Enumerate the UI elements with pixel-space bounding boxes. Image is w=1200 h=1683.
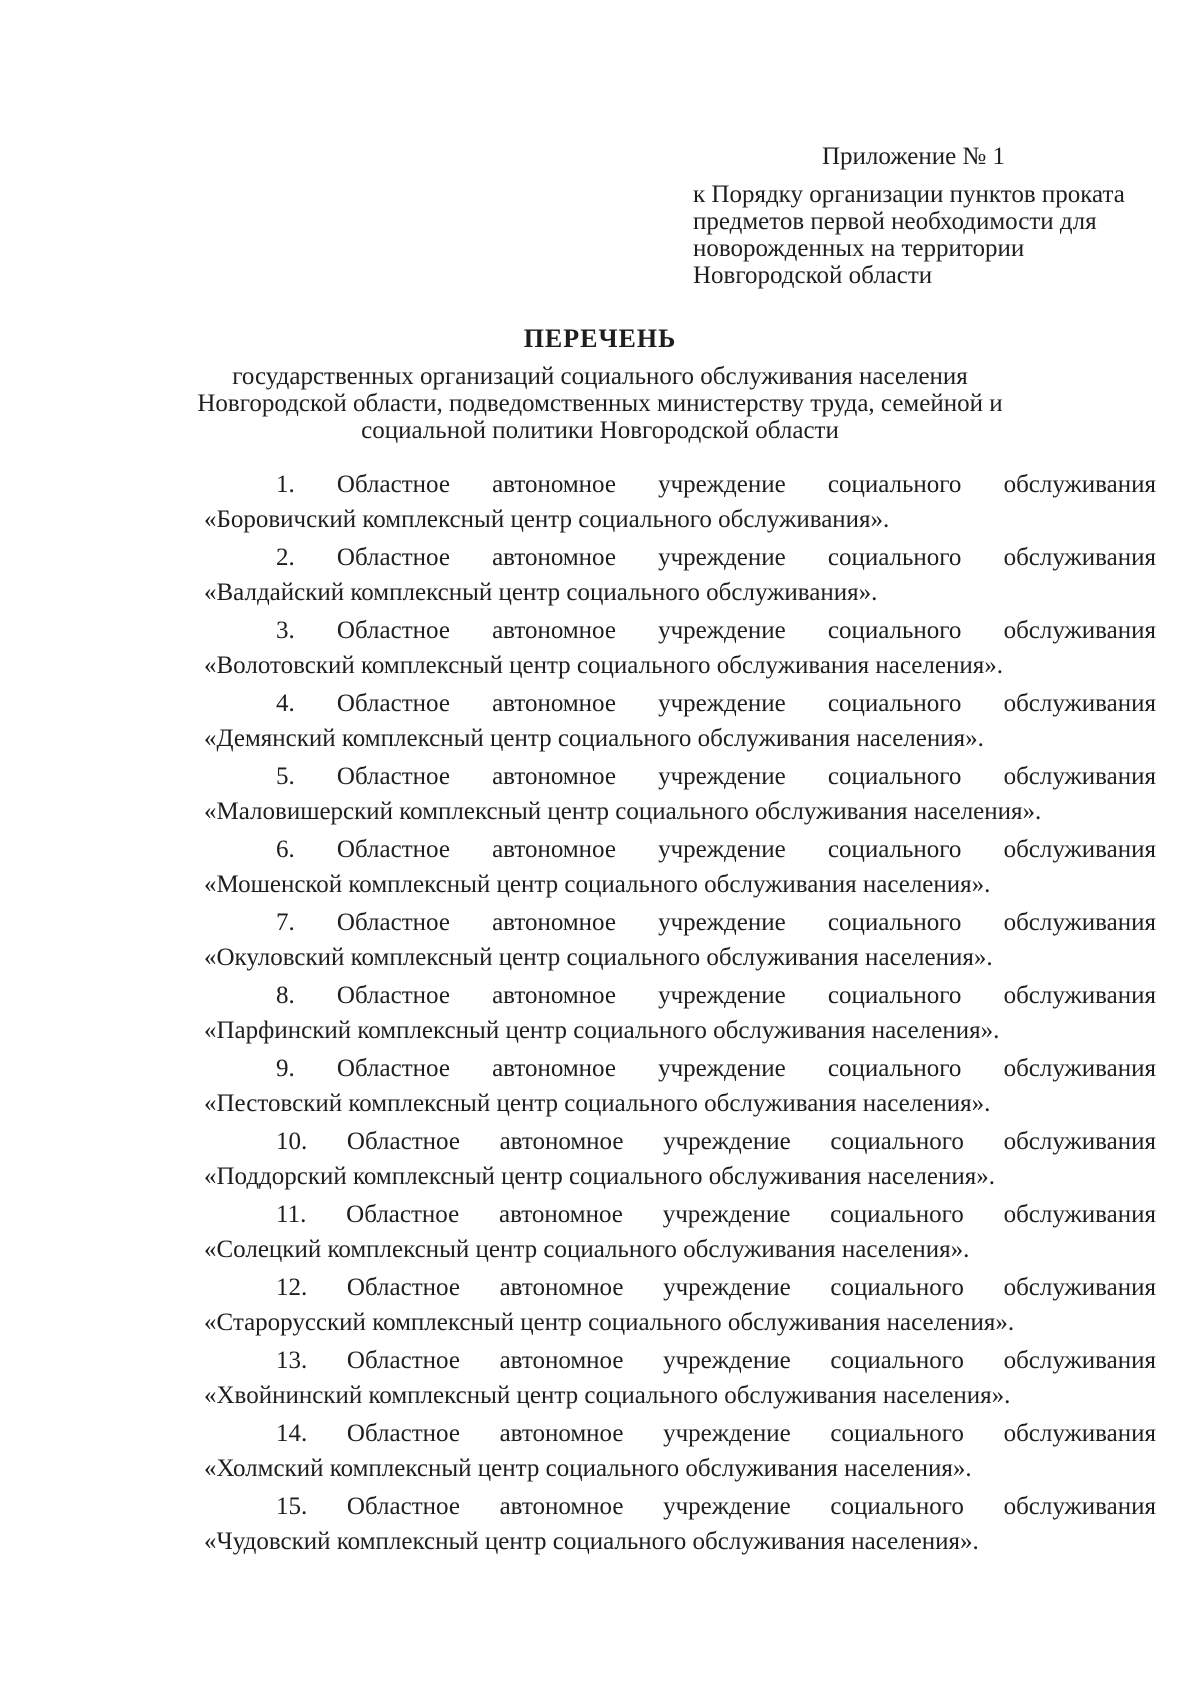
appendix-reference: [693, 181, 1173, 289]
list-item: [204, 905, 1156, 975]
appendix-label: Приложение № 1: [822, 143, 1006, 170]
subtitle-line: государственных организаций социального обслуживания населения: [232, 363, 968, 390]
list-item-line1-text: Областное автономное учреждение социального обслуживания: [336, 544, 1156, 571]
list-item-line1-text: Областное автономное учреждение социального обслуживания: [346, 1128, 1156, 1155]
list-item-number: 8.: [276, 982, 295, 1009]
list-item-line2-text: «Поддорский комплексный центр социального обслуживания населения».: [204, 1163, 996, 1190]
list-item-line2-text: «Парфинский комплексный центр социального обслуживания населения».: [204, 1017, 1000, 1044]
list-item-first-line: [204, 613, 1156, 648]
list-item: [204, 832, 1156, 902]
list-item-line2-text: «Хвойнинский комплексный центр социального обслуживания населения».: [204, 1382, 1011, 1409]
list-item-first-line: [204, 1197, 1156, 1232]
document-title: ПЕРЕЧЕНЬ: [523, 324, 677, 353]
list-item-number: 5.: [276, 763, 295, 790]
list-item-first-line: [204, 978, 1156, 1013]
list-item-line1-text: Областное автономное учреждение социального обслуживания: [346, 1274, 1156, 1301]
list-item-number: 7.: [276, 909, 295, 936]
list-item-first-line: [204, 1270, 1156, 1305]
subtitle-line: Новгородской области, подведомственных министерству труда, семейной и: [197, 390, 1003, 417]
list-item-line1-text: Областное автономное учреждение социального обслуживания: [346, 1493, 1156, 1520]
list-item-line2-text: «Демянский комплексный центр социального обслуживания населения».: [204, 725, 984, 752]
list-item-first-line: [204, 1051, 1156, 1086]
list-item-line1-text: Областное автономное учреждение социального обслуживания: [346, 1420, 1156, 1447]
list-item-line2-text: «Окуловский комплексный центр социального обслуживания населения».: [204, 944, 993, 971]
list-item-line1-text: Областное автономное учреждение социального обслуживания: [336, 617, 1156, 644]
document-subtitle: [0, 363, 1200, 444]
organization-list: [204, 467, 1156, 1562]
list-item-number: 6.: [276, 836, 295, 863]
list-item-number: 3.: [276, 617, 295, 644]
list-item-line2-text: «Волотовский комплексный центр социального обслуживания населения».: [204, 652, 1003, 679]
list-item-first-line: [204, 1489, 1156, 1524]
list-item-line1-text: Областное автономное учреждение социального обслуживания: [346, 1201, 1156, 1228]
list-item-line2-text: «Старорусский комплексный центр социального обслуживания населения».: [204, 1309, 1015, 1336]
list-item-line1-text: Областное автономное учреждение социального обслуживания: [336, 471, 1156, 498]
list-item: [204, 686, 1156, 756]
list-item-line2-text: «Боровичский комплексный центр социального обслуживания».: [204, 506, 890, 533]
list-item-line2-text: «Валдайский комплексный центр социального обслуживания».: [204, 579, 878, 606]
appendix-reference-line: Новгородской области: [693, 262, 933, 289]
list-item-line1-text: Областное автономное учреждение социального обслуживания: [336, 836, 1156, 863]
list-item: [204, 1124, 1156, 1194]
list-item-first-line: [204, 832, 1156, 867]
list-item-number: 14.: [276, 1420, 308, 1447]
list-item-number: 10.: [276, 1128, 308, 1155]
list-item-number: 15.: [276, 1493, 308, 1520]
appendix-reference-line: к Порядку организации пунктов проката: [693, 181, 1125, 208]
list-item-first-line: [204, 540, 1156, 575]
list-item: [204, 978, 1156, 1048]
list-item-line1-text: Областное автономное учреждение социального обслуживания: [336, 690, 1156, 717]
list-item-line1-text: Областное автономное учреждение социального обслуживания: [346, 1347, 1156, 1374]
list-item: [204, 1343, 1156, 1413]
list-item-first-line: [204, 467, 1156, 502]
list-item-line1-text: Областное автономное учреждение социального обслуживания: [336, 909, 1156, 936]
list-item: [204, 540, 1156, 610]
list-item: [204, 1270, 1156, 1340]
list-item-first-line: [204, 1124, 1156, 1159]
list-item: [204, 1489, 1156, 1559]
list-item: [204, 1197, 1156, 1267]
list-item-line1-text: Областное автономное учреждение социального обслуживания: [336, 1055, 1156, 1082]
list-item-line2-text: «Пестовский комплексный центр социального обслуживания населения».: [204, 1090, 991, 1117]
list-item-line1-text: Областное автономное учреждение социального обслуживания: [336, 763, 1156, 790]
list-item: [204, 1416, 1156, 1486]
list-item-number: 9.: [276, 1055, 295, 1082]
list-item-line1-text: Областное автономное учреждение социального обслуживания: [336, 982, 1156, 1009]
list-item: [204, 1051, 1156, 1121]
list-item-number: 1.: [276, 471, 295, 498]
list-item: [204, 759, 1156, 829]
appendix-reference-line: новорожденных на территории: [693, 235, 1025, 262]
list-item-first-line: [204, 905, 1156, 940]
list-item-number: 12.: [276, 1274, 308, 1301]
list-item: [204, 613, 1156, 683]
list-item-line2-text: «Маловишерский комплексный центр социального обслуживания населения».: [204, 798, 1042, 825]
list-item-line2-text: «Мошенской комплексный центр социального обслуживания населения».: [204, 871, 991, 898]
list-item-first-line: [204, 686, 1156, 721]
subtitle-line: социальной политики Новгородской области: [361, 417, 839, 444]
list-item-line2-text: «Холмский комплексный центр социального обслуживания населения».: [204, 1455, 972, 1482]
list-item-first-line: [204, 1416, 1156, 1451]
list-item-number: 4.: [276, 690, 295, 717]
list-item-line2-text: «Чудовский комплексный центр социального обслуживания населения».: [204, 1528, 979, 1555]
appendix-reference-line: предметов первой необходимости для: [693, 208, 1097, 235]
list-item-number: 2.: [276, 544, 295, 571]
list-item: [204, 467, 1156, 537]
list-item-number: 13.: [276, 1347, 308, 1374]
list-item-first-line: [204, 1343, 1156, 1378]
list-item-first-line: [204, 759, 1156, 794]
list-item-line2-text: «Солецкий комплексный центр социального обслуживания населения».: [204, 1236, 970, 1263]
list-item-number: 11.: [276, 1201, 307, 1228]
